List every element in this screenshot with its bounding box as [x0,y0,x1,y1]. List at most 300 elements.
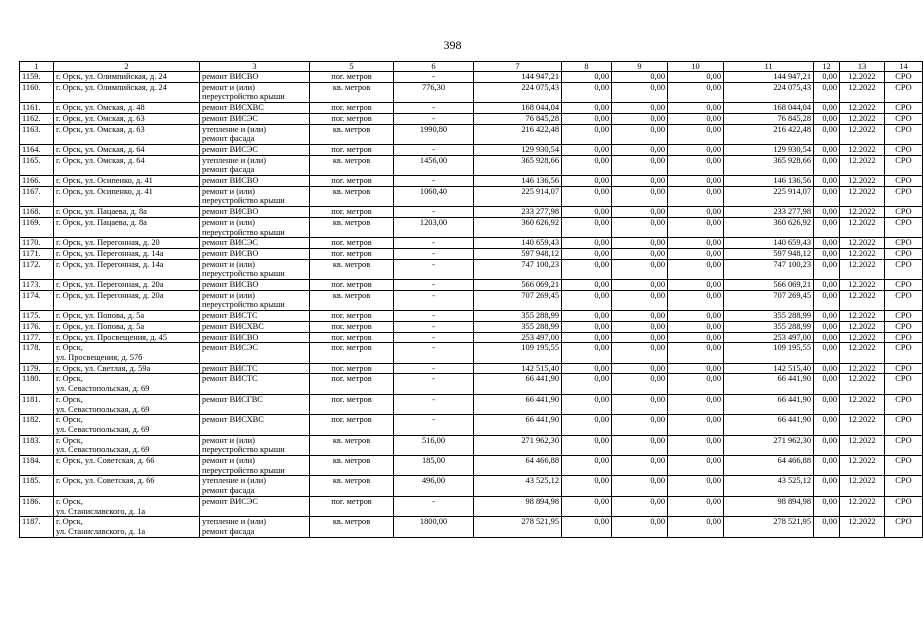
column-header: 11 [724,62,814,72]
work-type-line: ремонт и (или) [202,82,255,92]
work-type-cell [200,321,310,332]
work-type-cell [200,476,310,496]
cost-col10-cell: 0,00 [668,374,724,394]
cost-col12-cell: 0,00 [814,248,840,259]
row-number-cell: 1187. [20,517,54,537]
cost-col10-cell: 0,00 [668,290,724,310]
address-cell [54,321,200,332]
cost-col8-cell: 0,00 [562,144,612,155]
cost-total-cell: 168 044,04 [474,103,562,114]
address-line: г. Орск, [56,415,83,425]
cost-col11-cell: 146 136,56 [724,176,814,187]
table-row [20,311,923,322]
row-number-cell: 1167. [20,186,54,206]
cost-total-cell: 566 069,21 [474,280,562,291]
work-type-cell [200,72,310,83]
deadline-cell: 12.2022 [840,415,885,435]
work-type-line: ремонт фасада [202,486,255,496]
deadline-cell: 12.2022 [840,259,885,279]
deadline-cell: 12.2022 [840,290,885,310]
cost-col10-cell: 0,00 [668,363,724,374]
cost-col11-cell: 355 288,99 [724,311,814,322]
cost-total-cell: 233 277,98 [474,207,562,218]
address-line: г. Орск, ул. Пацаева, д. 8а [56,207,147,217]
address-cell [54,280,200,291]
address-cell [54,394,200,414]
funding-source-cell: СРО [885,311,923,322]
cost-col10-cell: 0,00 [668,207,724,218]
cost-col9-cell: 0,00 [612,363,668,374]
unit-cell: пог. метров [310,207,394,218]
cost-total-cell: 144 947,21 [474,72,562,83]
cost-col10-cell: 0,00 [668,124,724,144]
work-type-line: ремонт и (или) [202,456,255,466]
cost-col9-cell: 0,00 [612,259,668,279]
cost-col11-cell: 66 441,90 [724,415,814,435]
cost-total-cell: 224 075,43 [474,82,562,102]
cost-col8-cell: 0,00 [562,374,612,394]
row-number-cell: 1179. [20,363,54,374]
address-cell [54,259,200,279]
funding-source-cell: СРО [885,476,923,496]
work-type-cell [200,394,310,414]
funding-source-cell: СРО [885,374,923,394]
cost-col9-cell: 0,00 [612,113,668,124]
cost-col8-cell: 0,00 [562,332,612,343]
cost-col11-cell: 66 441,90 [724,394,814,414]
unit-cell: пог. метров [310,248,394,259]
work-type-line: утепление и (или) [202,124,267,134]
address-line: г. Орск, ул. Советская, д. 66 [56,456,155,466]
funding-source-cell: СРО [885,186,923,206]
address-cell [54,332,200,343]
cost-col12-cell: 0,00 [814,72,840,83]
address-cell [54,456,200,476]
cost-col10-cell: 0,00 [668,394,724,414]
unit-cell: пог. метров [310,332,394,343]
cost-total-cell: 66 441,90 [474,394,562,414]
cost-col12-cell: 0,00 [814,290,840,310]
deadline-cell: 12.2022 [840,217,885,237]
work-type-cell [200,343,310,363]
deadline-cell: 12.2022 [840,311,885,322]
work-type-cell [200,311,310,322]
cost-col11-cell: 98 894,98 [724,496,814,516]
cost-col10-cell: 0,00 [668,476,724,496]
address-line: г. Орск, ул. Перегонная, д. 14а [56,248,164,258]
table-row [20,415,923,435]
cost-col9-cell: 0,00 [612,280,668,291]
cost-col11-cell: 66 441,90 [724,374,814,394]
quantity-cell: - [394,259,474,279]
funding-source-cell: СРО [885,217,923,237]
cost-total-cell: 43 525,12 [474,476,562,496]
column-header: 9 [612,62,668,72]
work-type-line: ремонт ВИСЭС [202,144,258,154]
cost-col10-cell: 0,00 [668,248,724,259]
work-type-cell [200,456,310,476]
work-type-cell [200,103,310,114]
cost-col12-cell: 0,00 [814,343,840,363]
cost-col8-cell: 0,00 [562,186,612,206]
deadline-cell: 12.2022 [840,374,885,394]
cost-col10-cell: 0,00 [668,435,724,455]
work-type-line: ремонт фасада [202,165,255,175]
funding-source-cell: СРО [885,248,923,259]
cost-col11-cell: 365 928,66 [724,155,814,175]
funding-source-cell: СРО [885,280,923,291]
cost-col10-cell: 0,00 [668,186,724,206]
cost-col11-cell: 109 195,55 [724,343,814,363]
row-number-cell: 1164. [20,144,54,155]
cost-col12-cell: 0,00 [814,476,840,496]
table-row [20,394,923,414]
cost-col12-cell: 0,00 [814,259,840,279]
cost-total-cell: 271 962,30 [474,435,562,455]
unit-cell: кв. метров [310,456,394,476]
cost-total-cell: 355 288,99 [474,311,562,322]
funding-source-cell: СРО [885,72,923,83]
address-cell [54,476,200,496]
column-header: 14 [885,62,923,72]
table-row [20,82,923,102]
quantity-cell: - [394,103,474,114]
address-cell [54,343,200,363]
column-header: 5 [310,62,394,72]
address-cell [54,363,200,374]
address-line: ул. Севастопольская, д. 69 [56,424,150,434]
quantity-cell: - [394,248,474,259]
cost-total-cell: 747 100,23 [474,259,562,279]
cost-total-cell: 278 521,95 [474,517,562,537]
work-type-cell [200,124,310,144]
row-number-cell: 1160. [20,82,54,102]
address-line: г. Орск, ул. Омская, д. 48 [56,103,145,113]
cost-col10-cell: 0,00 [668,311,724,322]
address-cell [54,517,200,537]
deadline-cell: 12.2022 [840,476,885,496]
cost-col9-cell: 0,00 [612,290,668,310]
cost-col8-cell: 0,00 [562,155,612,175]
funding-source-cell: СРО [885,321,923,332]
cost-col11-cell: 216 422,48 [724,124,814,144]
cost-col10-cell: 0,00 [668,144,724,155]
cost-col11-cell: 140 659,43 [724,238,814,249]
table-row [20,496,923,516]
address-cell [54,82,200,102]
unit-cell: пог. метров [310,374,394,394]
quantity-cell: 1990,80 [394,124,474,144]
cost-col12-cell: 0,00 [814,363,840,374]
unit-cell: пог. метров [310,363,394,374]
cost-col12-cell: 0,00 [814,217,840,237]
work-type-line: ремонт ВИСТС [202,374,258,384]
cost-col8-cell: 0,00 [562,456,612,476]
unit-cell: пог. метров [310,496,394,516]
cost-col10-cell: 0,00 [668,259,724,279]
unit-cell: пог. метров [310,415,394,435]
table-row [20,72,923,83]
cost-col11-cell: 142 515,40 [724,363,814,374]
cost-col11-cell: 225 914,07 [724,186,814,206]
cost-col10-cell: 0,00 [668,72,724,83]
table-row [20,456,923,476]
cost-col11-cell: 224 075,43 [724,82,814,102]
address-cell [54,311,200,322]
address-line: г. Орск, [56,343,83,353]
deadline-cell: 12.2022 [840,435,885,455]
cost-total-cell: 597 948,12 [474,248,562,259]
address-line: г. Орск, ул. Попова, д. 5а [56,311,145,321]
work-type-line: ремонт ВИСЭС [202,113,258,123]
address-cell [54,103,200,114]
deadline-cell: 12.2022 [840,394,885,414]
quantity-cell: - [394,363,474,374]
table-row [20,124,923,144]
address-line: г. Орск, ул. Советская, д. 66 [56,476,155,486]
row-number-cell: 1170. [20,238,54,249]
deadline-cell: 12.2022 [840,496,885,516]
work-type-line: переустройство крыши [202,445,285,455]
work-type-line: ремонт ВИСВО [202,332,259,342]
row-number-cell: 1186. [20,496,54,516]
quantity-cell: - [394,332,474,343]
work-type-line: ремонт ВИСХВС [202,321,264,331]
funding-source-cell: СРО [885,238,923,249]
funding-source-cell: СРО [885,415,923,435]
cost-col8-cell: 0,00 [562,238,612,249]
deadline-cell: 12.2022 [840,144,885,155]
cost-col12-cell: 0,00 [814,374,840,394]
table-row [20,103,923,114]
address-cell [54,144,200,155]
work-type-cell [200,374,310,394]
row-number-cell: 1162. [20,113,54,124]
table-row [20,186,923,206]
quantity-cell: - [394,176,474,187]
cost-col12-cell: 0,00 [814,186,840,206]
work-type-line: переустройство крыши [202,227,285,237]
work-type-line: утепление и (или) [202,517,267,527]
address-cell [54,124,200,144]
cost-col8-cell: 0,00 [562,415,612,435]
address-cell [54,113,200,124]
cost-col10-cell: 0,00 [668,332,724,343]
funding-source-cell: СРО [885,456,923,476]
deadline-cell: 12.2022 [840,248,885,259]
cost-col9-cell: 0,00 [612,155,668,175]
row-number-cell: 1175. [20,311,54,322]
quantity-cell: - [394,496,474,516]
address-line: г. Орск, ул. Осипенко, д. 41 [56,176,153,186]
cost-col10-cell: 0,00 [668,103,724,114]
funding-source-cell: СРО [885,290,923,310]
row-number-cell: 1161. [20,103,54,114]
unit-cell: кв. метров [310,517,394,537]
row-number-cell: 1171. [20,248,54,259]
address-cell [54,155,200,175]
cost-col9-cell: 0,00 [612,217,668,237]
work-type-line: ремонт ВИСВО [202,176,259,186]
cost-col8-cell: 0,00 [562,82,612,102]
table-row [20,207,923,218]
cost-col11-cell: 597 948,12 [724,248,814,259]
cost-col10-cell: 0,00 [668,456,724,476]
work-type-line: переустройство крыши [202,300,285,310]
cost-col11-cell: 129 930,54 [724,144,814,155]
cost-col9-cell: 0,00 [612,144,668,155]
unit-cell: пог. метров [310,311,394,322]
cost-col12-cell: 0,00 [814,394,840,414]
address-line: г. Орск, [56,496,83,506]
quantity-cell: - [394,280,474,291]
address-cell [54,496,200,516]
work-type-line: ремонт ВИСТС [202,363,258,373]
work-type-line: переустройство крыши [202,92,285,102]
work-type-line: ремонт ВИСХВС [202,103,264,113]
cost-total-cell: 355 288,99 [474,321,562,332]
quantity-cell: - [394,207,474,218]
unit-cell: кв. метров [310,82,394,102]
quantity-cell: - [394,311,474,322]
work-type-cell [200,259,310,279]
funding-source-cell: СРО [885,82,923,102]
cost-col9-cell: 0,00 [612,207,668,218]
cost-col10-cell: 0,00 [668,176,724,187]
unit-cell: пог. метров [310,144,394,155]
cost-col8-cell: 0,00 [562,207,612,218]
funding-source-cell: СРО [885,343,923,363]
address-line: г. Орск, ул. Просвещения, д. 45 [56,332,168,342]
work-type-cell [200,186,310,206]
column-header: 6 [394,62,474,72]
work-type-line: ремонт ВИСЭС [202,238,258,248]
cost-col11-cell: 144 947,21 [724,72,814,83]
cost-col10-cell: 0,00 [668,155,724,175]
deadline-cell: 12.2022 [840,113,885,124]
unit-cell: пог. метров [310,103,394,114]
row-number-cell: 1177. [20,332,54,343]
quantity-cell: - [394,113,474,124]
address-line: ул. Севастопольская, д. 69 [56,384,150,394]
cost-col10-cell: 0,00 [668,280,724,291]
address-line: ул. Просвещения, д. 57б [56,352,143,362]
cost-col12-cell: 0,00 [814,238,840,249]
work-type-cell [200,248,310,259]
deadline-cell: 12.2022 [840,456,885,476]
cost-col11-cell: 566 069,21 [724,280,814,291]
cost-col12-cell: 0,00 [814,415,840,435]
cost-col8-cell: 0,00 [562,280,612,291]
quantity-cell: - [394,374,474,394]
cost-col12-cell: 0,00 [814,311,840,322]
cost-total-cell: 142 515,40 [474,363,562,374]
unit-cell: кв. метров [310,217,394,237]
funding-source-cell: СРО [885,435,923,455]
cost-col8-cell: 0,00 [562,259,612,279]
address-cell [54,207,200,218]
cost-col9-cell: 0,00 [612,517,668,537]
deadline-cell: 12.2022 [840,280,885,291]
cost-col9-cell: 0,00 [612,496,668,516]
unit-cell: пог. метров [310,176,394,187]
work-type-cell [200,82,310,102]
cost-total-cell: 76 845,28 [474,113,562,124]
deadline-cell: 12.2022 [840,82,885,102]
deadline-cell: 12.2022 [840,332,885,343]
page-number: 398 [443,38,462,52]
work-type-line: ремонт ВИСТС [202,311,258,321]
work-type-line: ремонт ВИСХВС [202,415,264,425]
cost-col8-cell: 0,00 [562,435,612,455]
address-cell [54,290,200,310]
table-row [20,290,923,310]
cost-col8-cell: 0,00 [562,72,612,83]
quantity-cell: - [394,144,474,155]
deadline-cell: 12.2022 [840,517,885,537]
cost-col9-cell: 0,00 [612,415,668,435]
address-cell [54,186,200,206]
funding-source-cell: СРО [885,176,923,187]
cost-col12-cell: 0,00 [814,176,840,187]
work-type-line: ремонт и (или) [202,186,255,196]
quantity-cell: - [394,343,474,363]
cost-col10-cell: 0,00 [668,113,724,124]
work-type-cell [200,290,310,310]
funding-source-cell: СРО [885,259,923,279]
row-number-cell: 1176. [20,321,54,332]
quantity-cell: - [394,238,474,249]
cost-col12-cell: 0,00 [814,103,840,114]
work-type-cell [200,113,310,124]
deadline-cell: 12.2022 [840,103,885,114]
unit-cell: кв. метров [310,290,394,310]
address-line: г. Орск, [56,394,83,404]
deadline-cell: 12.2022 [840,321,885,332]
quantity-cell: - [394,290,474,310]
work-type-line: ремонт ВИСВО [202,207,259,217]
cost-total-cell: 98 894,98 [474,496,562,516]
table-body [20,72,923,538]
work-type-line: переустройство крыши [202,196,285,206]
cost-col8-cell: 0,00 [562,290,612,310]
row-number-cell: 1172. [20,259,54,279]
quantity-cell: - [394,415,474,435]
deadline-cell: 12.2022 [840,155,885,175]
work-type-cell [200,517,310,537]
address-cell [54,435,200,455]
cost-total-cell: 66 441,90 [474,374,562,394]
row-number-cell: 1180. [20,374,54,394]
address-line: г. Орск, ул. Пацаева, д. 8а [56,217,147,227]
work-type-cell [200,332,310,343]
column-header: 10 [668,62,724,72]
address-line: г. Орск, [56,517,83,527]
cost-col11-cell: 43 525,12 [724,476,814,496]
address-cell [54,217,200,237]
work-type-line: ремонт ВИСЭС [202,496,258,506]
cost-col10-cell: 0,00 [668,415,724,435]
table-row [20,517,923,537]
cost-col11-cell: 707 269,45 [724,290,814,310]
deadline-cell: 12.2022 [840,186,885,206]
cost-total-cell: 66 441,90 [474,415,562,435]
work-type-line: ремонт ВИСГВС [202,394,263,404]
cost-col10-cell: 0,00 [668,343,724,363]
cost-total-cell: 109 195,55 [474,343,562,363]
funding-source-cell: СРО [885,332,923,343]
address-line: г. Орск, ул. Омская, д. 64 [56,144,145,154]
